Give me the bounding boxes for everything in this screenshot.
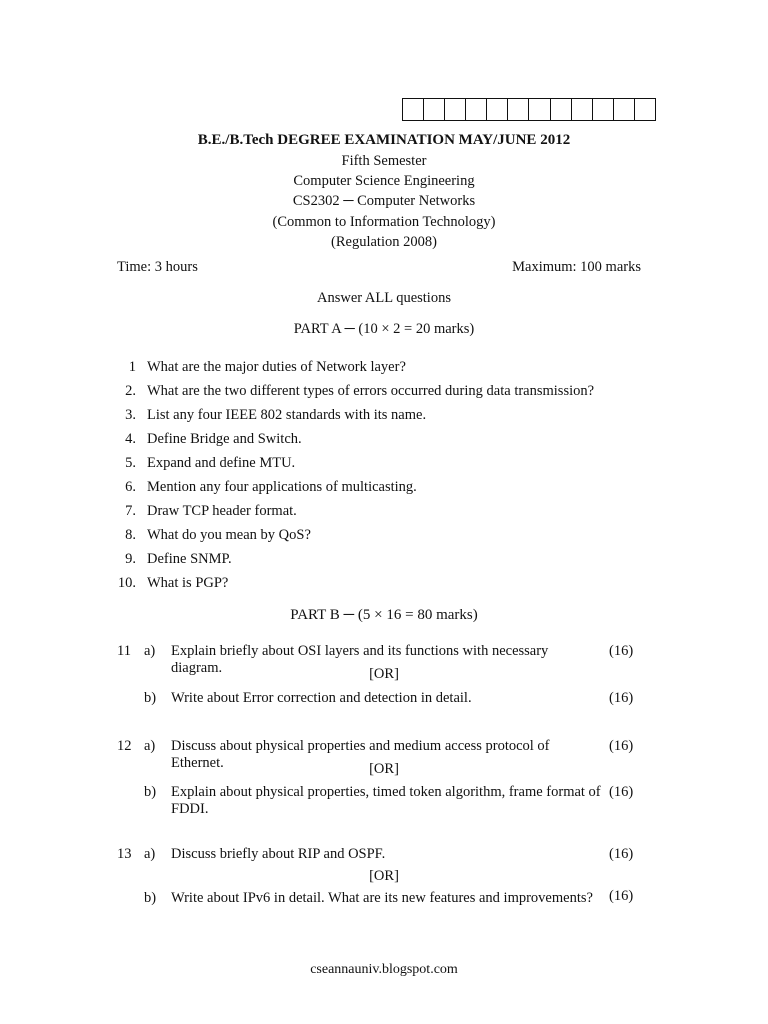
- register-box: [445, 99, 466, 120]
- exam-title: B.E./B.Tech DEGREE EXAMINATION MAY/JUNE 2012: [197, 132, 571, 148]
- footer-source: cseannauniv.blogspot.com: [310, 962, 458, 977]
- subquestion-label: a): [144, 846, 156, 862]
- question-number: 13: [117, 846, 132, 862]
- common-to: (Common to Information Technology): [272, 214, 496, 230]
- or-separator: [OR]: [369, 666, 399, 682]
- question-number: 7.: [125, 503, 136, 519]
- question-text: What are the major duties of Network layer?: [147, 359, 406, 375]
- subquestion-text: Explain about physical properties, timed token algorithm, frame format of FDDI.: [171, 784, 601, 817]
- question-number: 12: [117, 738, 132, 754]
- question-text: What is PGP?: [147, 575, 229, 591]
- question-number: 4.: [125, 431, 136, 447]
- or-separator: [OR]: [369, 761, 399, 777]
- department: Computer Science Engineering: [293, 173, 475, 189]
- course-title: CS2302 ─ Computer Networks: [292, 193, 476, 209]
- question-row: [0, 527, 768, 547]
- subquestion-label: a): [144, 643, 156, 659]
- question-text: What are the two different types of errors occurred during data transmission?: [147, 383, 595, 399]
- question-number: 2.: [125, 383, 136, 399]
- question-number: 9.: [125, 551, 136, 567]
- question-text: Expand and define MTU.: [147, 455, 296, 471]
- subquestion-text: Explain briefly about OSI layers and its functions with necessary diagram.: [171, 643, 549, 676]
- question-text: Define Bridge and Switch.: [147, 431, 302, 447]
- register-box: [614, 99, 635, 120]
- subquestion-text: Discuss briefly about RIP and OSPF.: [171, 846, 386, 862]
- marks: (16): [609, 738, 634, 754]
- part-b-title: PART B ─ (5 × 16 = 80 marks): [290, 607, 478, 623]
- marks: (16): [609, 690, 634, 706]
- question-text: Define SNMP.: [147, 551, 232, 567]
- register-box: [529, 99, 550, 120]
- question-text: What do you mean by QoS?: [147, 527, 311, 543]
- question-text: Mention any four applications of multicasting.: [147, 479, 417, 495]
- question-row: [0, 383, 768, 403]
- question-number: 8.: [125, 527, 136, 543]
- question-row: [0, 407, 768, 427]
- question-row: [0, 503, 768, 523]
- register-box: [593, 99, 614, 120]
- question-number: 11: [117, 643, 131, 659]
- question-row: [0, 431, 768, 451]
- question-row: [0, 479, 768, 499]
- subquestion-label: b): [144, 690, 157, 706]
- part-a-title: PART A ─ (10 × 2 = 20 marks): [293, 321, 475, 337]
- subquestion-label: b): [144, 784, 157, 800]
- register-box: [551, 99, 572, 120]
- register-box: [403, 99, 424, 120]
- question-number: 1: [128, 359, 136, 375]
- maximum-marks: Maximum: 100 marks: [512, 259, 641, 275]
- question-number: 3.: [125, 407, 136, 423]
- subquestion-label: a): [144, 738, 156, 754]
- marks: (16): [609, 846, 634, 862]
- question-number: 10.: [117, 575, 136, 591]
- question-text: Draw TCP header format.: [147, 503, 297, 519]
- subquestion-text: Discuss about physical properties and medium access protocol of Ethernet.: [171, 738, 550, 771]
- semester: Fifth Semester: [341, 153, 427, 169]
- register-box: [424, 99, 445, 120]
- question-row: [0, 551, 768, 571]
- register-box: [508, 99, 529, 120]
- time-allowed: Time: 3 hours: [117, 259, 198, 275]
- register-box: [572, 99, 593, 120]
- question-number: 6.: [125, 479, 136, 495]
- marks: (16): [609, 643, 634, 659]
- question-number: 5.: [125, 455, 136, 471]
- marks: (16): [609, 784, 634, 800]
- marks: (16): [609, 888, 634, 904]
- question-row: [0, 455, 768, 475]
- instruction: Answer ALL questions: [317, 290, 451, 306]
- question-row: [0, 575, 768, 595]
- register-box: [466, 99, 487, 120]
- regulation: (Regulation 2008): [331, 234, 437, 250]
- subquestion-text: Write about Error correction and detection in detail.: [171, 690, 472, 706]
- question-text: List any four IEEE 802 standards with its name.: [147, 407, 427, 423]
- question-row: [0, 359, 768, 379]
- or-separator: [OR]: [369, 868, 399, 884]
- register-number-boxes: [402, 98, 656, 121]
- subquestion-label: b): [144, 890, 157, 906]
- subquestion-text: Write about IPv6 in detail. What are its new features and improvements?: [171, 890, 593, 906]
- register-box: [487, 99, 508, 120]
- register-box: [635, 99, 655, 120]
